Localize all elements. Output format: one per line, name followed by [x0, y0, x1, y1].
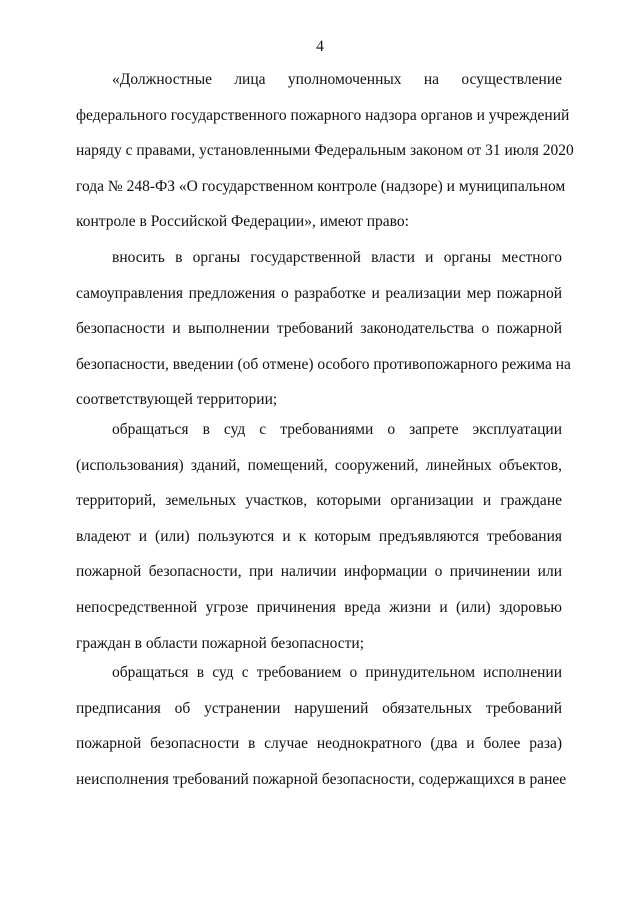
text-line: неисполнения требований пожарной безопасности, содержащихся в ранее — [76, 770, 567, 788]
text-line: пожарной безопасности, при наличии информации о причинении или — [76, 563, 562, 581]
paragraph-court-ban — [76, 412, 562, 661]
text-line: (использования) зданий, помещений, сооружений, линейных объектов, — [76, 456, 562, 474]
text-line: безопасности и выполнении требований законодательства о пожарной — [76, 320, 562, 338]
text-line: обращаться в суд с требованием о принудительном исполнении — [112, 664, 562, 681]
text-line: контроле в Российской Федерации», имеют право: — [76, 213, 409, 231]
text-line: самоуправления предложения о разработке и реализации мер пожарной — [76, 284, 562, 302]
text-line: пожарной безопасности в случае неоднократного (два и более раза) — [76, 735, 562, 753]
paragraph-court-enforcement — [76, 655, 567, 797]
text-line: граждан в области пожарной безопасности; — [76, 634, 364, 652]
text-line: наряду с правами, установленными Федеральным законом от 31 июля 2020 — [76, 142, 574, 160]
text-line: безопасности, введении (об отмене) особого противопожарного режима на — [76, 355, 571, 373]
text-line: владеют и (или) пользуются и к которым предъявляются требования — [76, 527, 562, 545]
text-line: территорий, земельных участков, которыми организации и граждане — [76, 492, 562, 510]
paragraph-officials-rights — [76, 62, 574, 240]
text-line: предписания об устранении нарушений обязательных требований — [76, 699, 562, 717]
text-line: непосредственной угрозе причинения вреда жизни и (или) здоровью — [76, 598, 562, 616]
text-line: вносить в органы государственной власти и органы местного — [112, 249, 562, 266]
paragraph-proposals — [76, 240, 571, 418]
text-line: «Должностные лица уполномоченных на осуществление — [112, 71, 562, 88]
text-line: года № 248-ФЗ «О государственном контроле (надзоре) и муниципальном — [76, 177, 566, 195]
text-line: федерального государственного пожарного надзора органов и учреждений — [76, 106, 570, 124]
page-number: 4 — [316, 38, 324, 55]
text-line: обращаться в суд с требованиями о запрете эксплуатации — [112, 421, 562, 438]
text-line: соответствующей территории; — [76, 391, 278, 409]
